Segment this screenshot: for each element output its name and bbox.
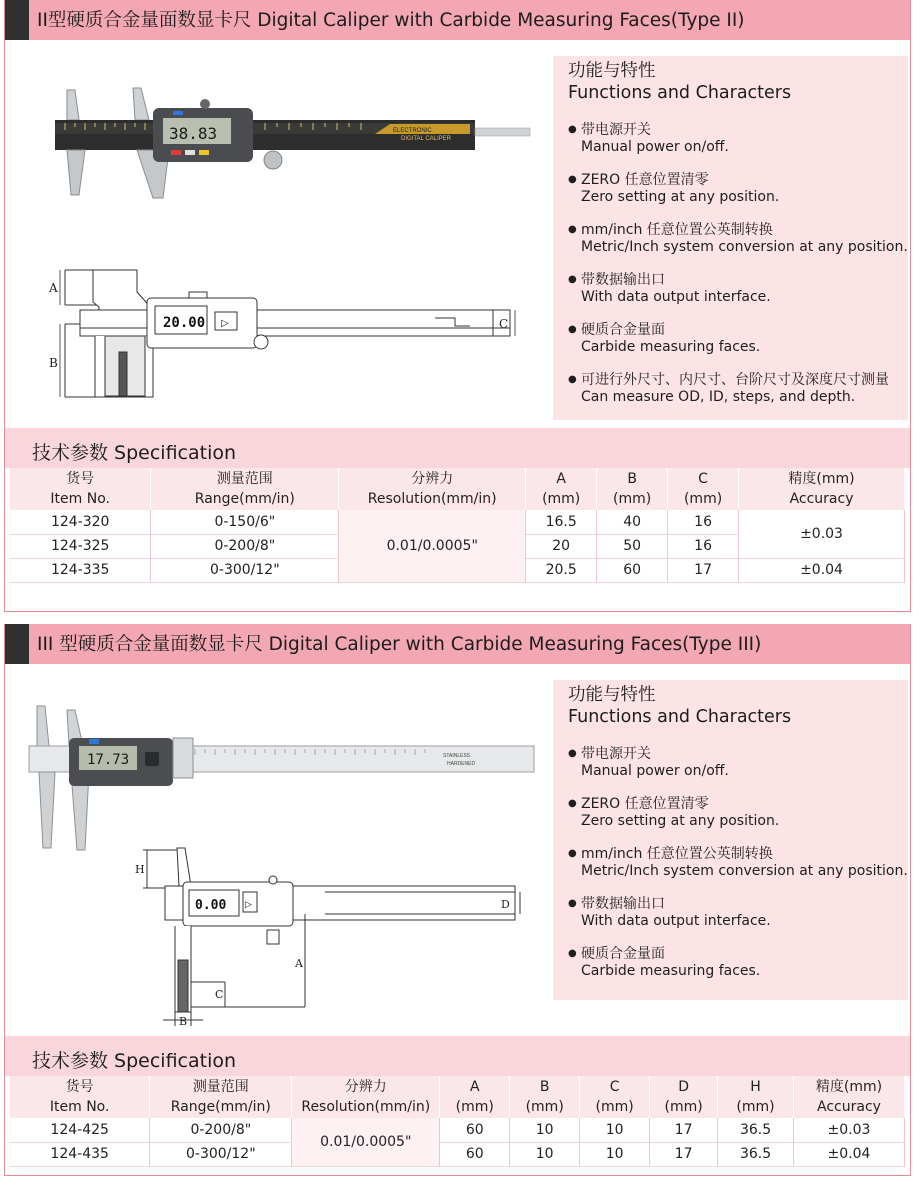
list-item: ● mm/inch 任意位置公英制转换 Metric/Inch system conversion at any position. — [568, 846, 908, 879]
col-item: 货号 Item No. — [10, 468, 151, 510]
col-b: B (mm) — [510, 1076, 580, 1118]
type2-features-list — [568, 122, 908, 422]
dim-label-a: A — [295, 957, 303, 970]
col-accuracy: 精度(mm) Accuracy — [739, 468, 905, 510]
list-item: ● 可进行外尺寸、内尺寸、台阶尺寸及深度尺寸测量 Can measure OD, ID, steps, and depth. — [568, 372, 889, 405]
type2-caliper-photo — [45, 80, 535, 200]
col-a: A (mm) — [526, 468, 597, 510]
list-item: ● 硬质合金量面 Carbide measuring faces. — [568, 946, 761, 979]
type3-spec-heading: 技术参数 Specification — [32, 1050, 237, 1072]
type2-title: II型硬质合金量面数显卡尺 Digital Caliper with Carbide Measuring Faces(Type II) — [37, 10, 745, 31]
features-heading-en: Functions and Characters — [568, 707, 792, 727]
features-heading-en: Functions and Characters — [568, 83, 792, 103]
col-a: A (mm) — [440, 1076, 510, 1118]
type3-dimension-drawing — [125, 842, 525, 1027]
type3-section — [4, 624, 911, 1176]
bullet-icon: ● — [568, 374, 577, 385]
type3-photo-display: 17.73 — [87, 752, 130, 768]
list-item: ● ZERO 任意位置清零 Zero setting at any position. — [568, 796, 780, 829]
list-item: ● 硬质合金量面 Carbide measuring faces. — [568, 322, 761, 355]
bullet-icon: ● — [568, 174, 577, 185]
type2-photo-display: 38.83 — [169, 124, 218, 143]
list-item: ● 带数据输出口 With data output interface. — [568, 896, 771, 929]
table-row: 124-325 0-200/8" 20 50 16 — [10, 534, 905, 558]
bullet-icon: ● — [568, 274, 577, 285]
table-header-row — [10, 468, 905, 510]
bullet-icon: ● — [568, 324, 577, 335]
list-item: ● mm/inch 任意位置公英制转换 Metric/Inch system conversion at any position. — [568, 222, 908, 255]
col-c: C (mm) — [668, 468, 739, 510]
col-range: 测量范围 Range(mm/in) — [151, 468, 339, 510]
type3-spec-table — [10, 1076, 905, 1167]
bar-text-2: HARDENED — [447, 761, 476, 767]
type2-dimension-drawing — [35, 262, 520, 412]
table-row: 124-320 0-150/6" 0.01/0.0005" 16.5 40 16 ±0.03 — [10, 510, 905, 534]
type2-features-panel — [553, 56, 908, 420]
type2-features-heading — [568, 60, 791, 104]
col-accuracy: 精度(mm) Accuracy — [794, 1076, 905, 1118]
bullet-icon: ● — [568, 848, 577, 859]
bullet-icon: ● — [568, 124, 577, 135]
table-header-row — [10, 1076, 905, 1118]
list-item: ● 带数据输出口 With data output interface. — [568, 272, 771, 305]
title-marker — [5, 0, 29, 40]
col-range: 测量范围 Range(mm/in) — [150, 1076, 292, 1118]
dim-label-d: D — [501, 898, 510, 911]
type3-title: III 型硬质合金量面数显卡尺 Digital Caliper with Carbide Measuring Faces(Type III) — [37, 634, 762, 655]
type2-section — [4, 0, 911, 612]
table-row: 124-335 0-300/12" 20.5 60 17 ±0.04 — [10, 558, 905, 582]
dim-label-h: H — [135, 863, 145, 876]
type2-spec-table — [10, 468, 905, 583]
table-row: 124-425 0-200/8" 0.01/0.0005" 60 10 10 17 36.5 ±0.03 — [10, 1118, 905, 1142]
dim-label-c: C — [499, 317, 509, 331]
list-item: ● 带电源开关 Manual power on/off. — [568, 122, 729, 155]
type3-features-heading — [568, 684, 791, 728]
resolution-cell: 0.01/0.0005" — [339, 510, 526, 582]
col-h: H (mm) — [718, 1076, 794, 1118]
accuracy-cell: ±0.04 — [739, 558, 905, 582]
bar-text-1: ELECTRONIC — [393, 128, 432, 134]
col-item: 货号 Item No. — [10, 1076, 150, 1118]
type3-display-drawing: 0.00 — [195, 898, 227, 913]
bullet-icon: ● — [568, 898, 577, 909]
dim-label-c: C — [215, 988, 224, 1001]
type2-title-bar — [5, 0, 910, 40]
type3-caliper-photo — [25, 702, 540, 852]
bullet-icon: ● — [568, 948, 577, 959]
col-resolution: 分辨力 Resolution(mm/in) — [292, 1076, 440, 1118]
features-heading-cn: 功能与特性 — [568, 61, 656, 81]
col-b: B (mm) — [597, 468, 668, 510]
col-c: C (mm) — [580, 1076, 650, 1118]
accuracy-cell: ±0.03 — [739, 510, 905, 558]
type3-features-panel — [553, 680, 908, 1000]
bar-text-2: DIGITAL CALIPER — [401, 136, 452, 142]
title-marker — [5, 624, 29, 664]
type3-features-list — [568, 746, 908, 996]
play-icon: ▷ — [245, 900, 252, 910]
bullet-icon: ● — [568, 798, 577, 809]
type3-title-bar — [5, 624, 910, 664]
col-resolution: 分辨力 Resolution(mm/in) — [339, 468, 526, 510]
dim-label-a: A — [49, 281, 58, 295]
col-d: D (mm) — [650, 1076, 718, 1118]
bullet-icon: ● — [568, 224, 577, 235]
play-icon: ▷ — [221, 318, 229, 329]
type2-spec-heading: 技术参数 Specification — [32, 442, 237, 464]
dim-label-b: B — [49, 356, 58, 370]
list-item: ● ZERO 任意位置清零 Zero setting at any position. — [568, 172, 780, 205]
type3-spec-heading-bar — [5, 1036, 910, 1076]
type2-spec-heading-bar — [5, 428, 910, 468]
bullet-icon: ● — [568, 748, 577, 759]
features-heading-cn: 功能与特性 — [568, 685, 656, 705]
type2-display-drawing: 20.00 — [163, 315, 206, 331]
list-item: ● 带电源开关 Manual power on/off. — [568, 746, 729, 779]
bar-text-1: STAINLESS — [443, 753, 471, 759]
resolution-cell: 0.01/0.0005" — [292, 1118, 440, 1166]
dim-label-b: B — [179, 1015, 188, 1027]
table-row: 124-435 0-300/12" 60 10 10 17 36.5 ±0.04 — [10, 1142, 905, 1166]
